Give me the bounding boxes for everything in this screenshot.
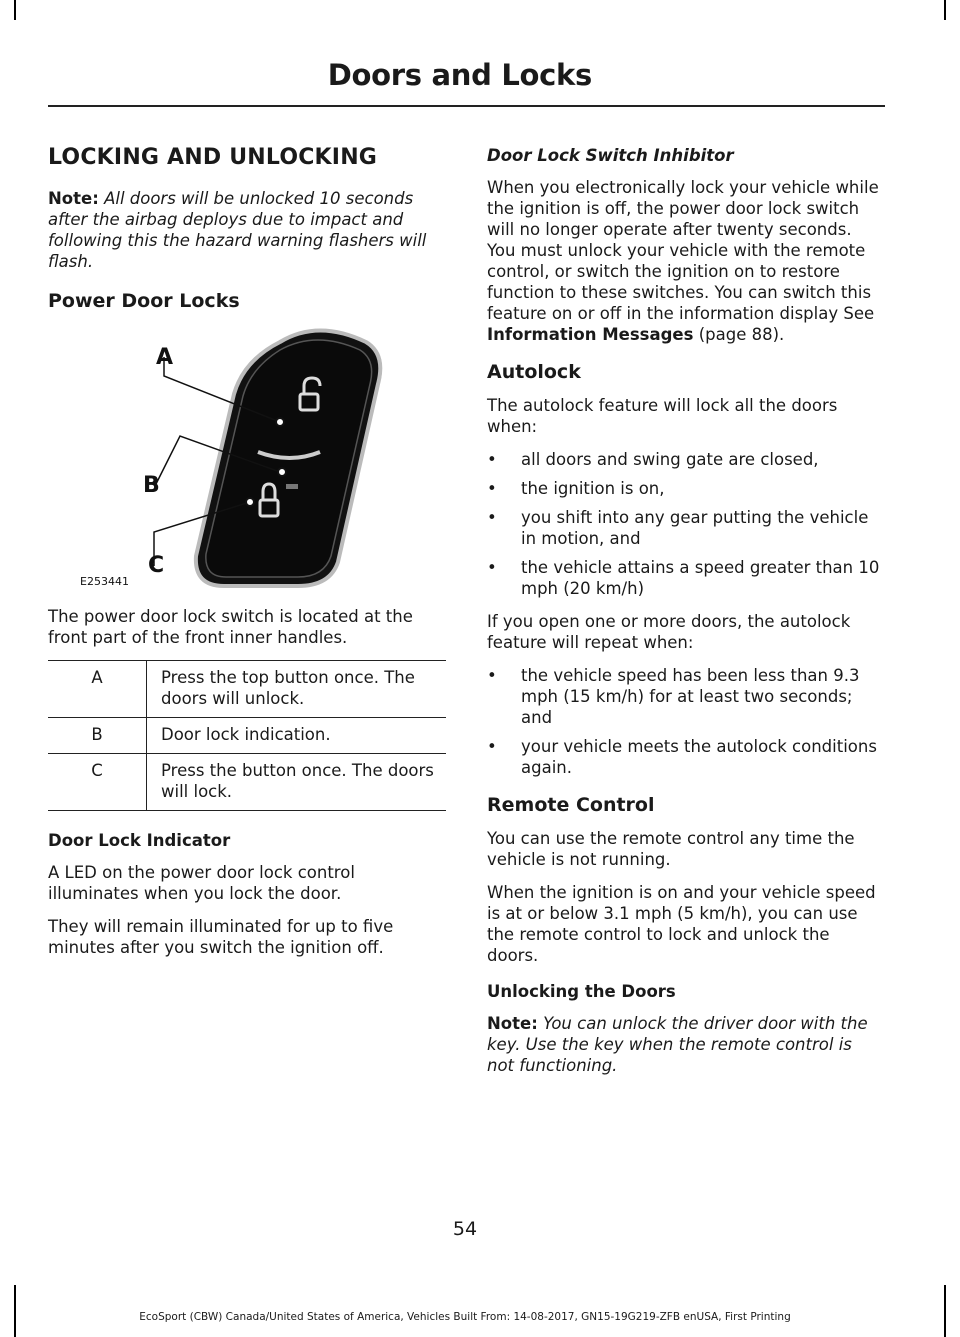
crop-mark-top-right — [944, 0, 946, 20]
crop-mark-top-left — [14, 0, 16, 20]
inhibitor-page-ref: (page 88). — [693, 325, 785, 344]
button-function-table — [48, 660, 446, 811]
inhibitor-heading: Door Lock Switch Inhibitor — [487, 146, 734, 165]
unlocking-doors-heading: Unlocking the Doors — [487, 982, 676, 1001]
remote-paragraph-1: You can use the remote control any time the vehicle is not running. — [487, 829, 855, 869]
repeat-conditions-list — [487, 665, 882, 778]
list-item — [487, 449, 882, 470]
table-desc: Press the button once. The doors will lock. — [147, 754, 447, 811]
list-item — [487, 507, 882, 549]
bullet: • — [487, 558, 497, 577]
list-item — [487, 736, 882, 778]
crop-mark-bottom-right — [944, 1285, 946, 1337]
table-desc: Press the top button once. The doors will unlock. — [147, 661, 447, 718]
remote-control-heading: Remote Control — [487, 794, 655, 816]
indicator-paragraph-1: A LED on the power door lock control illuminates when you lock the door. — [48, 863, 355, 903]
bullet: • — [487, 508, 497, 527]
left-column — [48, 140, 446, 970]
section-title: LOCKING AND UNLOCKING — [48, 145, 378, 170]
autolock-heading: Autolock — [487, 361, 581, 383]
information-messages-link[interactable]: Information Messages — [487, 325, 694, 344]
right-column — [487, 146, 882, 1088]
header-divider — [48, 105, 885, 107]
repeat-intro: If you open one or more doors, the autolock feature will repeat when: — [487, 612, 851, 652]
note-label: Note: — [487, 1014, 538, 1033]
door-lock-indicator-heading: Door Lock Indicator — [48, 831, 231, 850]
note-label: Note: — [48, 189, 99, 208]
list-item — [487, 557, 882, 599]
list-item-text: you shift into any gear putting the vehicle in motion, and — [521, 508, 869, 548]
indicator-paragraph-2: They will remain illuminated for up to five minutes after you switch the ignition off. — [48, 917, 394, 957]
note-text: You can unlock the driver door with the key. Use the key when the remote control is not functioning. — [487, 1014, 868, 1075]
note-text: All doors will be unlocked 10 seconds after the airbag deploys due to impact and following this the hazard warning flashers will flash. — [48, 189, 427, 271]
list-item-text: the ignition is on, — [521, 479, 665, 498]
inhibitor-paragraph — [487, 177, 882, 345]
table-key: A — [48, 661, 147, 718]
table-row — [48, 754, 446, 811]
list-item-text: the vehicle speed has been less than 9.3 mph (15 km/h) for at least two seconds; and — [521, 666, 860, 727]
table-row — [48, 718, 446, 754]
door-lock-switch-illustration — [48, 324, 446, 596]
list-item-text: the vehicle attains a speed greater than 10 mph (20 km/h) — [521, 558, 880, 598]
inhibitor-text: When you electronically lock your vehicle while the ignition is off, the power door lock switch will no longer operate after twenty seconds. You must unlock your vehicle with the remote control, or switch the ignition on to restore function to these switches. You can switch this feature on or off in the information display See — [487, 178, 879, 323]
page-header-title: Doors and Locks — [327, 58, 592, 92]
list-item — [487, 665, 882, 728]
autolock-conditions-list — [487, 449, 882, 599]
table-key: B — [48, 718, 147, 754]
figure-id: E253441 — [80, 575, 129, 588]
power-door-locks-heading: Power Door Locks — [48, 290, 240, 312]
bullet: • — [487, 737, 497, 756]
bullet: • — [487, 450, 497, 469]
figure-label-b: B — [143, 473, 160, 498]
table-key: C — [48, 754, 147, 811]
table-desc: Door lock indication. — [147, 718, 447, 754]
bullet: • — [487, 479, 497, 498]
page-number: 54 — [452, 1218, 478, 1240]
switch-location-text: The power door lock switch is located at the front part of the front inner handles. — [48, 607, 413, 647]
list-item — [487, 478, 882, 499]
airbag-note — [48, 188, 446, 272]
remote-paragraph-2: When the ignition is on and your vehicle speed is at or below 3.1 mph (5 km/h), you can use the remote control to lock and unlock the doors. — [487, 883, 876, 965]
bullet: • — [487, 666, 497, 685]
unlock-note — [487, 1013, 882, 1076]
list-item-text: your vehicle meets the autolock conditions again. — [521, 737, 877, 777]
autolock-intro: The autolock feature will lock all the doors when: — [487, 396, 838, 436]
list-item-text: all doors and swing gate are closed, — [521, 450, 819, 469]
footer-text: EcoSport (CBW) Canada/United States of America, Vehicles Built From: 14-08-2017, GN15-19G219-ZFB enUSA, First Printing — [139, 1311, 791, 1323]
door-lock-switch-figure — [48, 324, 446, 596]
table-row — [48, 661, 446, 718]
figure-label-a: A — [156, 345, 174, 370]
figure-label-c: C — [148, 553, 165, 578]
led-indicator — [286, 484, 298, 489]
